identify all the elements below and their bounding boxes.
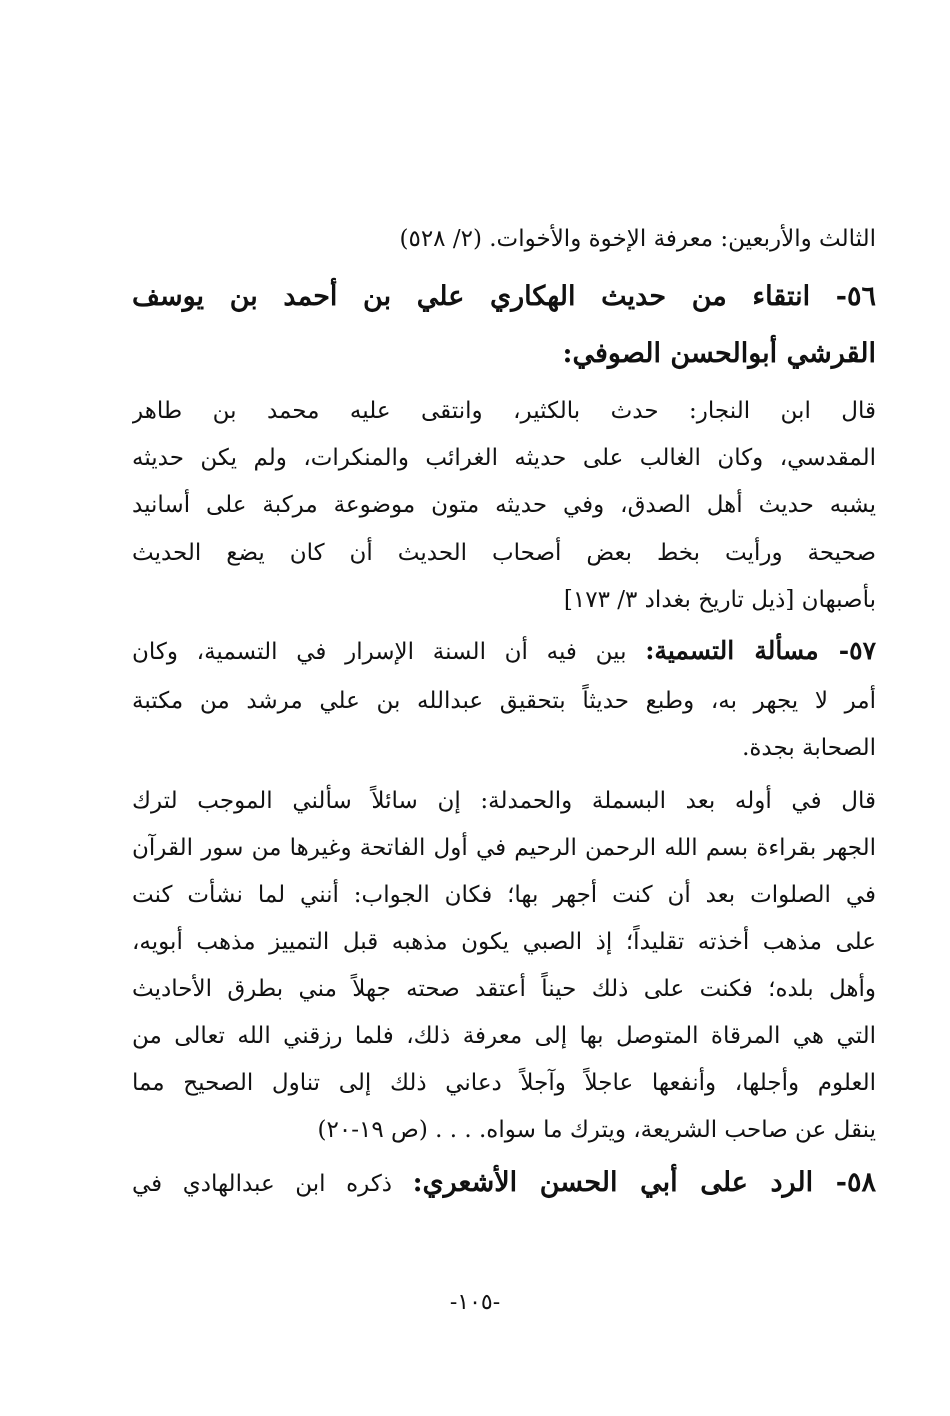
text-line-16: وأهل بلده؛ فكنت على ذلك حيناً أعتقد صحته جهلاً مني بطرق الأحاديث — [132, 976, 876, 1002]
entry-58-line — [132, 1162, 876, 1208]
text-line-7: صحيحة ورأيت بخط بعض أصحاب الحديث أن كان يضع الحديث — [132, 540, 876, 566]
text-line-14: في الصلوات بعد أن كنت أجهر بها؛ فكان الجواب: أنني لما نشأت كنت — [132, 882, 876, 908]
text-line-12: قال في أوله بعد البسملة والحمدلة: إن سائلاً سألني الموجب لترك — [132, 788, 876, 814]
entry-56-heading-line-1: ٥٦- انتقاء من حديث الهكاري علي بن أحمد بن يوسف — [132, 281, 876, 312]
text-line-19: ينقل عن صاحب الشريعة، ويترك ما سواه. . . . (ص ١٩-٢٠) — [317, 1117, 876, 1143]
text-line-13: الجهر بقراءة بسم الله الرحمن الرحيم في أول الفاتحة وغيرها من سور القرآن — [132, 835, 876, 861]
entry-58-heading: ٥٨- الرد على أبي الحسن الأشعري: — [412, 1167, 876, 1198]
entry-57-heading: ٥٧- مسألة التسمية: — [645, 636, 876, 665]
text-line-1: الثالث والأربعين: معرفة الإخوة والأخوات. (٢/ ٥٢٨) — [399, 226, 876, 252]
entry-57-line — [132, 630, 876, 676]
text-line-15: على مذهب أخذته تقليداً؛ إذ الصبي يكون مذهبه قبل التمييز مذهب أبويه، — [132, 929, 876, 955]
entry-58-text: ذكره ابن عبدالهادي في — [132, 1171, 393, 1197]
text-line-10: أمر لا يجهر به، وطبع حديثاً بتحقيق عبدالله بن علي مرشد من مكتبة — [132, 688, 876, 714]
text-line-11: الصحابة بجدة. — [742, 735, 876, 761]
text-line-8: بأصبهان [ذيل تاريخ بغداد ٣/ ١٧٣] — [563, 587, 876, 613]
page-number: -١٠٥- — [449, 1290, 501, 1315]
text-line-4: قال ابن النجار: حدث بالكثير، وانتقى عليه محمد بن طاهر — [132, 398, 876, 424]
entry-56-heading-line-2: القرشي أبوالحسن الصوفي: — [562, 338, 876, 369]
text-line-6: يشبه حديث أهل الصدق، وفي حديثه متون موضوعة مركبة على أسانيد — [132, 492, 876, 518]
text-line-17: التي هي المرقاة المتوصل بها إلى معرفة ذلك، فلما رزقني الله تعالى من — [132, 1023, 876, 1049]
text-line-18: العلوم وأجلها، وأنفعها عاجلاً وآجلاً دعاني ذلك إلى تناول الصحيح مما — [132, 1070, 876, 1096]
text-line-5: المقدسي، وكان الغالب على حديثه الغرائب والمنكرات، ولم يكن حديثه — [132, 445, 876, 471]
entry-57-text: بين فيه أن السنة الإسرار في التسمية، وكان — [132, 639, 627, 665]
